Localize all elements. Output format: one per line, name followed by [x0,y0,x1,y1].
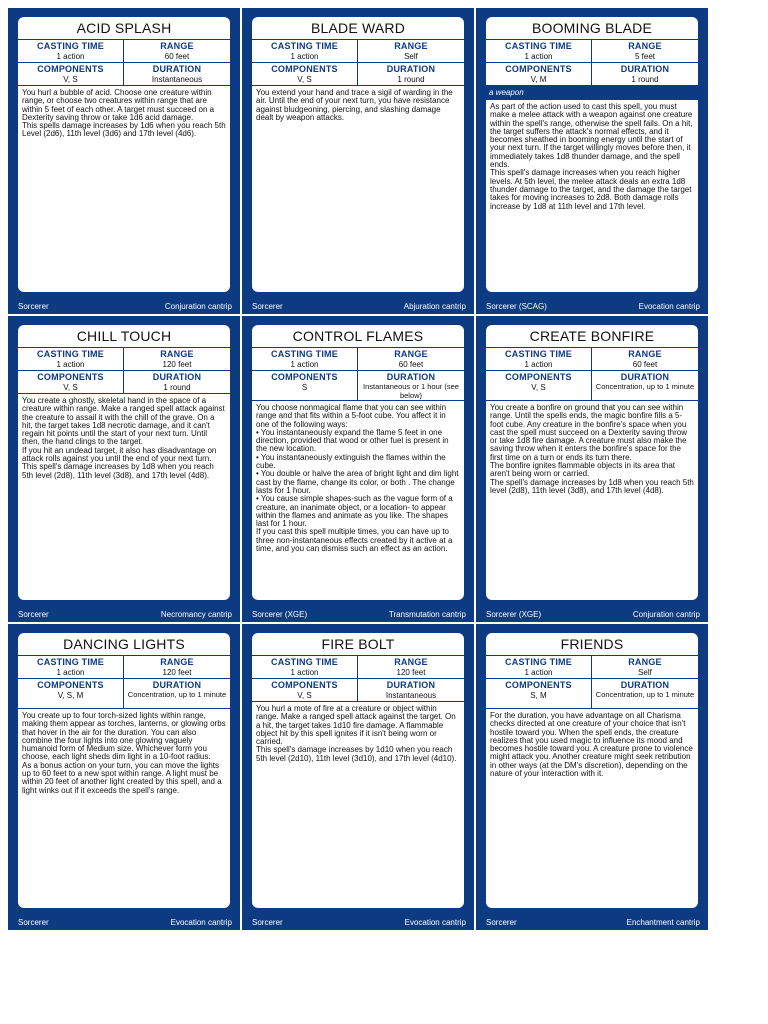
components-cell [252,63,358,86]
range-cell [592,348,698,371]
spell-school: Enchantment cantrip [626,917,700,927]
range-cell [592,40,698,63]
components-label: COMPONENTS [37,64,104,74]
duration-label: DURATION [152,64,202,74]
spell-class: Sorcerer [18,609,49,619]
range-cell [358,348,464,371]
casting-time-value: 1 action [56,668,85,677]
duration-label: DURATION [386,64,436,74]
duration-cell [592,679,698,709]
card-stats [486,656,698,709]
range-cell [124,656,230,679]
duration-value: Instantaneous [151,75,203,84]
casting-time-value: 1 action [524,360,553,369]
components-value: S [301,383,308,392]
range-value: 120 feet [162,360,192,369]
card-body [18,325,230,600]
duration-value: 1 round [397,75,425,84]
range-label: RANGE [160,349,194,359]
duration-label: DURATION [152,680,202,690]
spell-school: Conjuration cantrip [164,301,232,311]
card-footer [486,299,700,313]
spell-card-fire-bolt [242,624,474,930]
casting-time-cell [252,40,358,63]
casting-time-value: 1 action [290,668,319,677]
spell-description: As part of the action used to cast this spell, you must make a melee attack with a weapon against one creature within the spell's range, otherwise the spell fails. On a hit, the target suffers the attack's normal effects, and it becomes sheathed in booming energy until the start of your next turn. If the target willingly moves before then, it immediately takes 1d8 thunder damage, and the spell ends. This spell's damage increases when you reach higher levels. At 5th level, the melee attack deals an extra 1d8 thunder damage to the target, and the damage the target takes for moving increases to 2d8. Both damage rolls increase by 1d8 at 11th level and 17th level. [490,102,693,211]
card-title: CONTROL FLAMES [252,325,464,348]
card-body [486,325,698,600]
components-label: COMPONENTS [271,372,338,382]
casting-time-label: CASTING TIME [37,41,104,51]
casting-time-value: 1 action [56,52,85,61]
duration-label: DURATION [620,64,670,74]
components-cell [486,679,592,709]
components-label: COMPONENTS [505,680,572,690]
components-value: V, S [63,383,78,392]
spell-card-dancing-lights [8,624,240,930]
spell-card-friends [476,624,708,930]
card-title: ACID SPLASH [18,17,230,40]
duration-value: Instantaneous or 1 hour (see below) [363,382,459,400]
casting-time-cell [486,348,592,371]
card-body [486,17,698,292]
card-body [252,17,464,292]
casting-time-label: CASTING TIME [271,349,338,359]
range-value: 60 feet [398,360,424,369]
spell-class: Sorcerer [18,917,49,927]
casting-time-label: CASTING TIME [37,657,104,667]
range-label: RANGE [160,657,194,667]
components-label: COMPONENTS [37,680,104,690]
casting-time-label: CASTING TIME [505,41,572,51]
card-footer [18,607,232,621]
spell-school: Conjuration cantrip [632,609,700,619]
components-label: COMPONENTS [505,372,572,382]
range-label: RANGE [628,41,662,51]
range-value: 60 feet [164,52,190,61]
spell-card-chill-touch [8,316,240,622]
duration-label: DURATION [620,680,670,690]
duration-value: Concentration, up to 1 minute [127,690,227,699]
components-value: V, S [63,75,78,84]
spell-description: You create a ghostly, skeletal hand in the space of a creature within range. Make a ranged spell attack against the creature to assail it with the chill of the grave. On a hit, the target takes 1d8 necrotic damage, and it can't regain hit points until the start of your next turn. Until then, the hand clings to the target. If you hit an undead target, it also has disadvantage on attack rolls against you until the end of your next turn. This spell's damage increases by 1d8 when you reach 5th level (2d8), 11th level (3d8), and 17th level (4d8). [22,396,225,480]
card-footer [18,915,232,929]
casting-time-label: CASTING TIME [505,657,572,667]
range-label: RANGE [394,349,428,359]
spell-school: Evocation cantrip [638,301,700,311]
casting-time-label: CASTING TIME [271,657,338,667]
card-footer [486,607,700,621]
card-stats [252,656,464,702]
spell-card-acid-splash [8,8,240,314]
casting-time-value: 1 action [56,360,85,369]
duration-value: 1 round [631,75,659,84]
card-title: BOOMING BLADE [486,17,698,40]
card-stats [486,348,698,401]
duration-cell [592,63,698,86]
card-title: DANCING LIGHTS [18,633,230,656]
components-cell [252,371,358,401]
spell-class: Sorcerer (XGE) [486,609,542,619]
spell-class: Sorcerer [252,301,283,311]
card-stats [252,348,464,401]
range-value: Self [404,52,418,61]
duration-label: DURATION [152,372,202,382]
spell-class: Sorcerer [486,917,517,927]
components-cell [252,679,358,702]
spell-school: Evocation cantrip [170,917,232,927]
casting-time-value: 1 action [290,360,319,369]
range-value: 60 feet [632,360,658,369]
card-stats [18,40,230,86]
casting-time-label: CASTING TIME [505,349,572,359]
components-label: COMPONENTS [37,372,104,382]
spell-card-blade-ward [242,8,474,314]
spell-description: You create a bonfire on ground that you can see within range. Until the spells ends, the magic bonfire fills a 5-foot cube. Any creature in the bonfire's space when you cast the spell must succeed on a Dexterity saving throw or take 1d8 fire damage. A creature must also make the saving throw when it enters the bonfire's space for the first time on a turn or ends its turn there. The bonfire ignites flammable objects in its area that aren't being worn or carried. The spell's damage increases by 1d8 when you reach 5th level (2d8), 11th level (3d8), and 17th level (4d8). [490,403,694,495]
range-value: 120 feet [396,668,426,677]
range-label: RANGE [394,657,428,667]
range-cell [358,656,464,679]
duration-value: Concentration, up to 1 minute [595,690,695,699]
range-label: RANGE [628,349,662,359]
range-label: RANGE [628,657,662,667]
duration-label: DURATION [386,372,436,382]
components-cell [18,63,124,86]
components-cell [486,63,592,86]
spell-card-booming-blade [476,8,708,314]
card-body [486,633,698,908]
components-value: V, S [297,75,312,84]
card-stats [18,348,230,394]
spell-class: Sorcerer [18,301,49,311]
card-footer [252,915,466,929]
casting-time-value: 1 action [524,52,553,61]
components-cell [486,371,592,401]
casting-time-label: CASTING TIME [271,41,338,51]
card-footer [486,915,700,929]
duration-cell [358,679,464,702]
card-stats [486,40,698,86]
spell-card-sheet [8,8,708,930]
card-body [18,633,230,908]
duration-value: 1 round [163,383,191,392]
range-cell [592,656,698,679]
duration-cell [124,63,230,86]
duration-value: Concentration, up to 1 minute [595,382,695,391]
components-label: COMPONENTS [271,680,338,690]
spell-description: You hurl a mote of fire at a creature or object within range. Make a ranged spell attack against the target. On a hit, the target takes 1d10 fire damage. A flammable object hit by this spell ignites if it isn't being worn or carried. This spell's damage increases by 1d10 when you reach 5th level (2d10), 11th level (3d10), and 17th level (4d10). [256,704,457,763]
casting-time-cell [18,40,124,63]
range-label: RANGE [160,41,194,51]
casting-time-label: CASTING TIME [37,349,104,359]
components-value: V, S, M [57,691,84,700]
material-component: a weapon [486,86,698,100]
spell-description: You create up to four torch-sized lights within range, making them appear as torches, lanterns, or glowing orbs that hover in the air for the duration. You can also combine the four lights into one glowing vaguely humanoid form of Medium size. Whichever form you choose, each light sheds dim light in a 10-foot radius. As a bonus action on your turn, you can move the lights up to 60 feet to a new spot within range. A light must be within 20 feet of another light created by this spell, and a light winks out if it exceeds the spell's range. [22,711,226,795]
duration-cell [358,371,464,401]
duration-cell [358,63,464,86]
casting-time-cell [252,656,358,679]
range-cell [124,348,230,371]
components-cell [18,371,124,394]
components-label: COMPONENTS [271,64,338,74]
spell-description: You extend your hand and trace a sigil of warding in the air. Until the end of your next turn, you have resistance against bludgeoning, piercing, and slashing damage dealt by weapon attacks. [256,88,453,122]
spell-description: You hurl a bubble of acid. Choose one creature within range, or choose two creatures within range that are within 5 feet of each other. A target must succeed on a Dexterity saving throw or take 1d6 acid damage. This spells damage increases by 1d6 when you reach 5th Level (2d6), 11th level (3d6) and 17th level (4d6). [22,88,226,139]
card-footer [252,299,466,313]
components-label: COMPONENTS [505,64,572,74]
range-label: RANGE [394,41,428,51]
casting-time-cell [18,656,124,679]
range-cell [358,40,464,63]
duration-cell [592,371,698,401]
range-value: Self [638,668,652,677]
card-stats [18,656,230,709]
casting-time-value: 1 action [290,52,319,61]
casting-time-cell [252,348,358,371]
card-stats [252,40,464,86]
components-cell [18,679,124,709]
card-title: CREATE BONFIRE [486,325,698,348]
spell-school: Necromancy cantrip [160,609,232,619]
spell-class: Sorcerer [252,917,283,927]
spell-description: You choose nonmagical flame that you can see within range and that fits within a 5-foot cube. You affect it in one of the following ways: • You instantaneously expand the flame 5 feet in one direction, provided that wood or other fuel is present in the new location. • You instantaneously extinguish the flames within the cube. • You double or halve the area of bright light and dim light cast by the flame, change its color, or both . The change lasts for 1 hour. • You cause simple shapes-such as the vague form of a creature, an inanimate object, or a location- to appear within the flames and animate as you like. The shapes last for 1 hour. If you cast this spell multiple times, you can have up to three non-instantaneous effects created by it active at a time, and you can dismiss such an effect as an action. [256,403,459,554]
casting-time-cell [18,348,124,371]
card-title: FIRE BOLT [252,633,464,656]
duration-cell [124,371,230,394]
duration-label: DURATION [620,372,670,382]
range-value: 120 feet [162,668,192,677]
spell-school: Evocation cantrip [404,917,466,927]
card-title: FRIENDS [486,633,698,656]
components-value: V, M [530,75,547,84]
duration-cell [124,679,230,709]
card-title: CHILL TOUCH [18,325,230,348]
range-cell [124,40,230,63]
spell-class: Sorcerer (XGE) [252,609,308,619]
components-value: S, M [530,691,547,700]
spell-card-create-bonfire [476,316,708,622]
casting-time-value: 1 action [524,668,553,677]
card-title: BLADE WARD [252,17,464,40]
duration-label: DURATION [386,680,436,690]
spell-school: Abjuration cantrip [403,301,466,311]
spell-card-control-flames [242,316,474,622]
casting-time-cell [486,40,592,63]
spell-school: Transmutation cantrip [388,609,466,619]
card-footer [18,299,232,313]
range-value: 5 feet [634,52,655,61]
duration-value: Instantaneous [385,691,437,700]
components-value: V, S [531,383,546,392]
card-footer [252,607,466,621]
spell-description: For the duration, you have advantage on all Charisma checks directed at one creature of your choice that isn't hostile toward you. When the spell ends, the creature realizes that you used magic to influence its mood and becomes hostile toward you. A creature prone to violence might attack you. Another creature might seek retribution in other ways (at the DM's discretion), depending on the nature of your interaction with it. [490,711,693,779]
components-value: V, S [297,691,312,700]
card-body [18,17,230,292]
spell-class: Sorcerer (SCAG) [486,301,547,311]
card-body [252,325,464,600]
card-body [252,633,464,908]
casting-time-cell [486,656,592,679]
